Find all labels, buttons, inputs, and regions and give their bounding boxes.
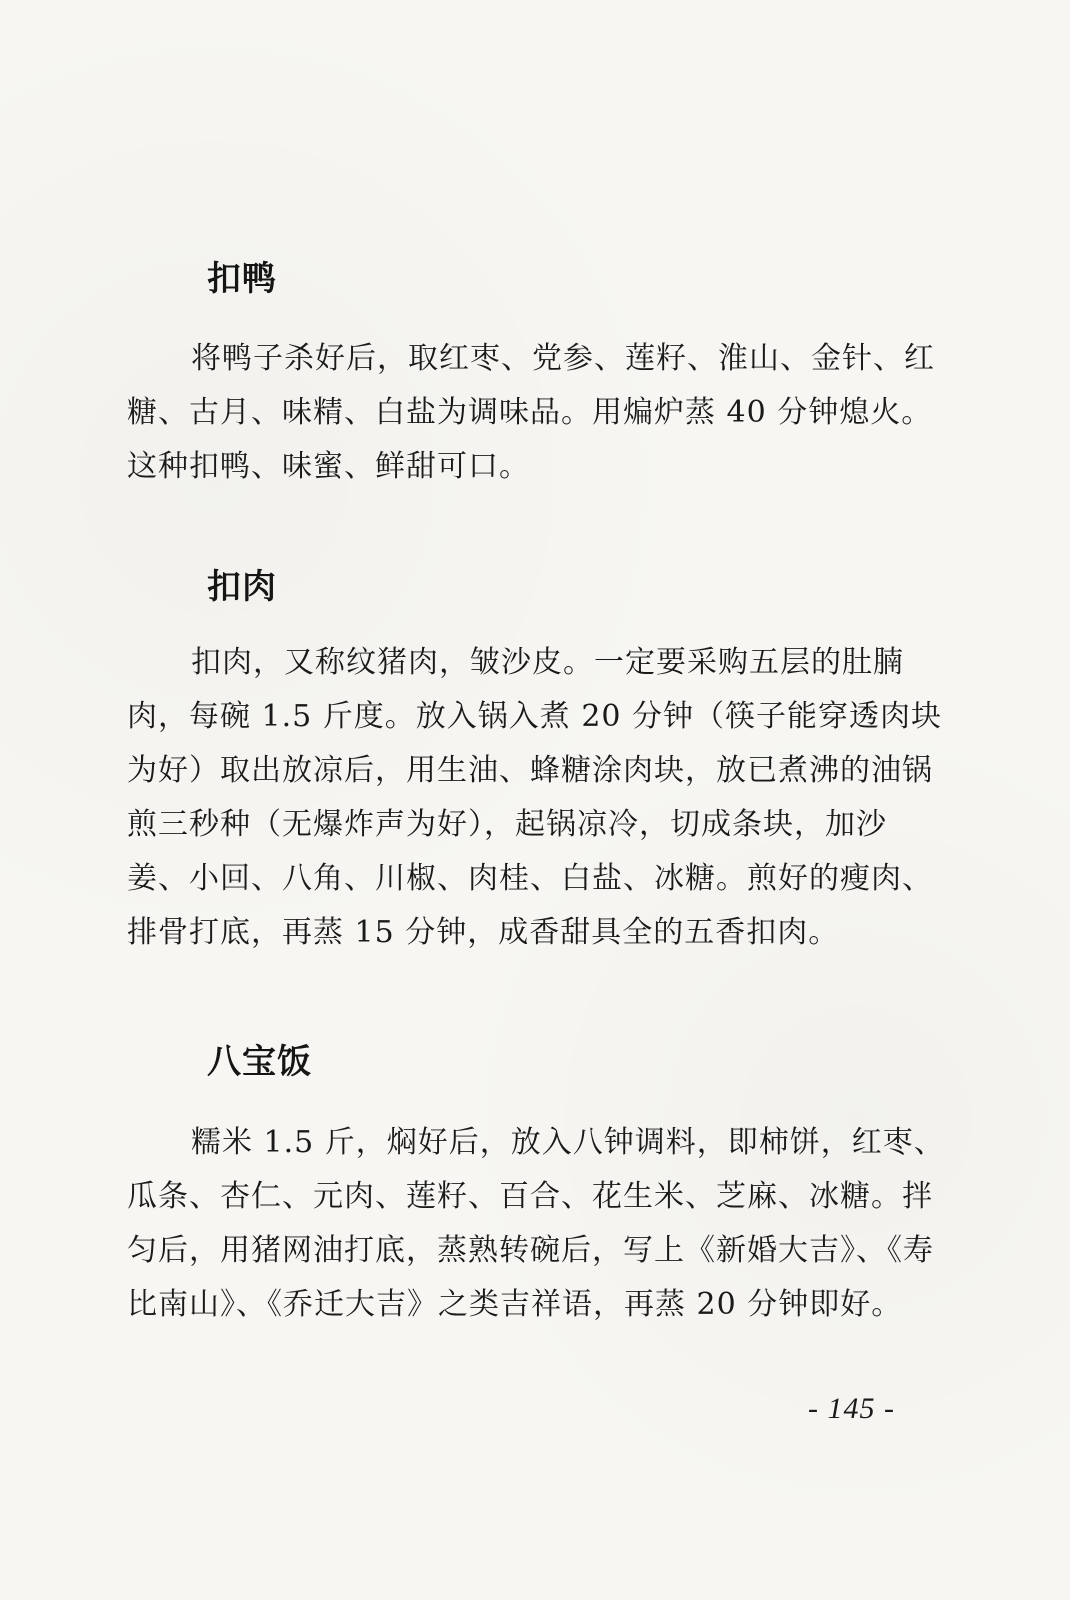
section-title-kou-ya: 扣鸭	[207, 259, 277, 299]
section-title-kou-rou: 扣肉	[207, 567, 277, 607]
section-body-kou-ya: 将鸭子杀好后，取红枣、党参、莲籽、淮山、金针、红糖、古月、味精、白盐为调味品。用煸炉蒸 40 分钟熄火。这种扣鸭、味蜜、鲜甜可口。	[127, 341, 935, 484]
page-number: - 145 -	[808, 1392, 895, 1425]
section-body-kou-rou: 扣肉，又称纹猪肉，皱沙皮。一定要采购五层的肚腩肉，每碗 1.5 斤度。放入锅入煮 20 分钟（筷子能穿透肉块为好）取出放凉后，用生油、蜂糖涂肉块，放已煮沸的油锅煎三秒种（无爆炸声为好），起锅凉冷，切成条块，加沙姜、小回、八角、川椒、肉桂、白盐、冰糖。煎好的瘦肉、排骨打底，再蒸 15 分钟，成香甜具全的五香扣肉。	[127, 645, 943, 950]
section-body-ba-bao-fan: 糯米 1.5 斤，焖好后，放入八钟调料，即柿饼，红枣、瓜条、杏仁、元肉、莲籽、百合、花生米、芝麻、冰糖。拌匀后，用猪网油打底，蒸熟转碗后，写上《新婚大吉》、《寿比南山》、《乔迁大吉》之类吉祥语，再蒸 20 分钟即好。	[127, 1125, 945, 1322]
section-title-ba-bao-fan: 八宝饭	[207, 1042, 312, 1082]
